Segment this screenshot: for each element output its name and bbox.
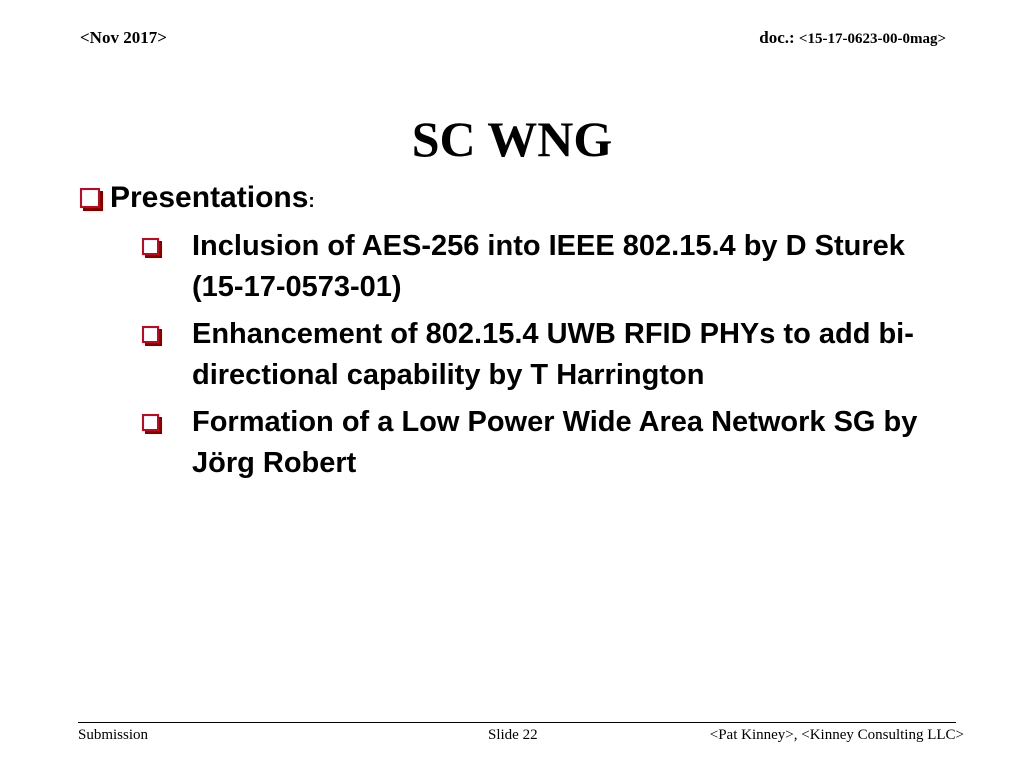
header-doc-id <box>759 28 946 48</box>
bullet-heading-label: Presentations <box>110 181 309 214</box>
header-doc-number: <15-17-0623-00-0mag> <box>798 31 946 47</box>
list-item-text: Enhancement of 802.15.4 UWB RFID PHYs to add bi-directional capability by T Harrington <box>192 318 914 391</box>
checkbox-bullet-icon <box>142 326 159 343</box>
slide-title: SC WNG <box>411 111 613 167</box>
list-item <box>142 226 958 308</box>
slide-body <box>78 178 958 490</box>
list-item-text: Formation of a Low Power Wide Area Network SG by Jörg Robert <box>192 406 918 479</box>
bullet-heading <box>78 178 958 222</box>
bullet-sublist <box>78 226 958 484</box>
footer-divider <box>78 722 956 723</box>
footer-slide-number: Slide 22 <box>488 727 538 743</box>
list-item <box>142 314 958 396</box>
checkbox-bullet-icon <box>142 414 159 431</box>
list-item <box>142 402 958 484</box>
footer-author: <Pat Kinney>, <Kinney Consulting LLC> <box>709 727 964 743</box>
bullet-heading-colon: : <box>308 191 315 212</box>
header-date: <Nov 2017> <box>80 28 167 47</box>
list-item-text: Inclusion of AES-256 into IEEE 802.15.4 by D Sturek (15-17-0573-01) <box>192 230 905 303</box>
checkbox-bullet-icon <box>142 238 159 255</box>
header-doc-label: doc.: <box>759 28 799 47</box>
checkbox-bullet-icon <box>80 188 100 208</box>
footer-submission: Submission <box>78 727 149 743</box>
bullet-heading-text <box>110 178 315 222</box>
